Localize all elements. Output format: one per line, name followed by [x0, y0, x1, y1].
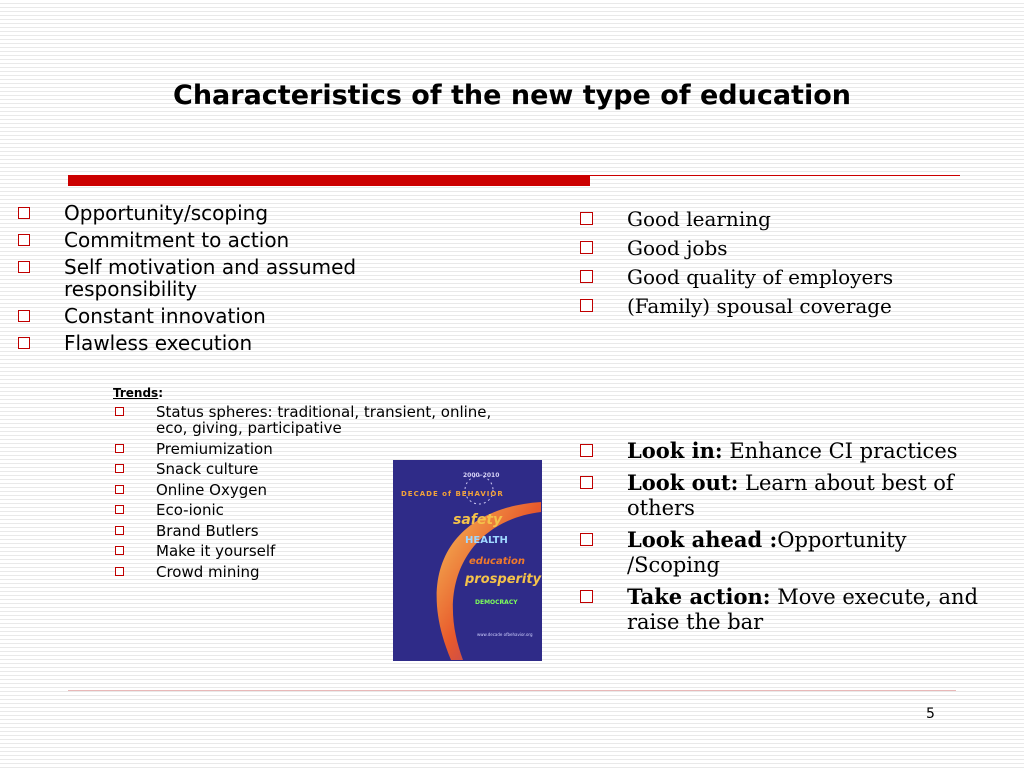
- cover-top-label: DECADE of BEHAVIOR: [401, 490, 504, 498]
- footer-divider: [68, 690, 956, 691]
- list-item: Good jobs: [578, 236, 998, 260]
- benefits-list: [578, 207, 998, 323]
- bullet-square-icon: [580, 590, 593, 603]
- list-item: Crowd mining: [113, 564, 493, 580]
- bullet-square-icon: [115, 505, 124, 514]
- slide-title: Characteristics of the new type of education: [173, 80, 851, 111]
- list-item: Good learning: [578, 207, 998, 231]
- list-item: Self motivation and assumed responsibility: [14, 256, 454, 300]
- bullet-square-icon: [580, 299, 593, 312]
- bullet-square-icon: [115, 526, 124, 535]
- list-item: Look in: Enhance CI practices: [578, 438, 998, 464]
- list-item: Look ahead :Opportunity /Scoping: [578, 527, 998, 578]
- list-item: Online Oxygen: [113, 482, 493, 498]
- list-item: Make it yourself: [113, 543, 493, 559]
- bullet-square-icon: [115, 485, 124, 494]
- bullet-square-icon: [580, 212, 593, 225]
- cover-word: prosperity: [465, 572, 542, 587]
- bullet-square-icon: [115, 464, 124, 473]
- bullet-square-icon: [18, 261, 30, 273]
- list-item: Status spheres: traditional, transient, online, eco, giving, participative: [113, 404, 493, 436]
- cover-word: safety: [453, 512, 503, 528]
- list-item: Flawless execution: [14, 332, 454, 354]
- list-item: Brand Butlers: [113, 523, 493, 539]
- page-number: 5: [926, 706, 935, 722]
- bullet-square-icon: [580, 476, 593, 489]
- title-underline-thin: [590, 175, 960, 176]
- list-item: Commitment to action: [14, 229, 454, 251]
- bullet-square-icon: [580, 444, 593, 457]
- bullet-square-icon: [115, 567, 124, 576]
- list-item: Premiumization: [113, 441, 493, 457]
- trends-heading: Trends:: [113, 386, 164, 400]
- list-item: Eco-ionic: [113, 502, 493, 518]
- bullet-square-icon: [18, 310, 30, 322]
- cover-word: DEMOCRACY: [475, 599, 518, 606]
- list-item: Look out: Learn about best of others: [578, 470, 998, 521]
- decade-of-behavior-cover-image: [393, 460, 542, 661]
- bullet-square-icon: [18, 234, 30, 246]
- list-item: Constant innovation: [14, 305, 454, 327]
- cover-word: education: [469, 556, 525, 567]
- list-item: Opportunity/scoping: [14, 202, 454, 224]
- bullet-square-icon: [580, 533, 593, 546]
- cover-word: HEALTH: [465, 535, 508, 546]
- bullet-square-icon: [115, 444, 124, 453]
- bullet-square-icon: [115, 546, 124, 555]
- bullet-square-icon: [18, 337, 30, 349]
- list-item: Good quality of employers: [578, 265, 998, 289]
- bullet-square-icon: [115, 407, 124, 416]
- bullet-square-icon: [18, 207, 30, 219]
- actions-list: [578, 438, 998, 641]
- bullet-square-icon: [580, 270, 593, 283]
- list-item: Snack culture: [113, 461, 493, 477]
- cover-arc-label: 2000–2010: [463, 472, 500, 479]
- bullet-square-icon: [580, 241, 593, 254]
- title-underline-thick: [68, 175, 590, 186]
- cover-url: www.decade ofbehavior.org: [477, 632, 533, 637]
- characteristics-list: [14, 202, 454, 359]
- list-item: (Family) spousal coverage: [578, 294, 998, 318]
- list-item: Take action: Move execute, and raise the bar: [578, 584, 998, 635]
